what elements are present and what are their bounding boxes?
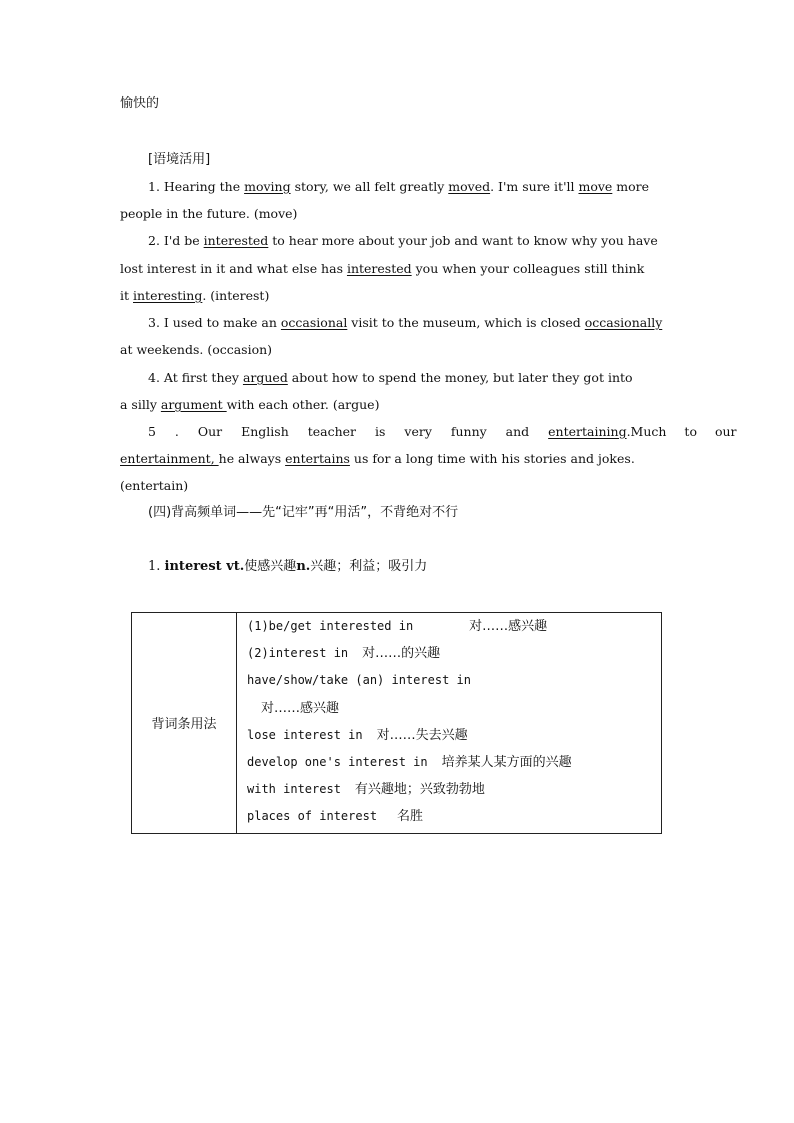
- usage-row: (1)be/get interested in 对……感兴趣: [247, 619, 548, 634]
- exercise-1-line-2: people in the future. (move): [120, 206, 298, 221]
- answer-moved: moved: [448, 179, 491, 194]
- answer-interested-2: interested: [346, 261, 412, 276]
- usage-row: (2)interest in 对……的兴趣: [247, 646, 441, 662]
- answer-argument: argument: [160, 397, 227, 412]
- answer-entertaining: entertaining: [548, 424, 627, 439]
- part-4-heading: (四)背高频单词——先“记牢”再“用活”，不背绝对不行: [148, 505, 459, 520]
- usage-row: lose interest in 对……失去兴趣: [247, 727, 468, 743]
- answer-occasionally: occasionally: [584, 315, 663, 330]
- answer-entertains: entertains: [285, 451, 350, 466]
- top-fragment: 愉快的: [120, 96, 160, 111]
- exercise-5-line-2: entertainment, he always entertains us for a long time with his stories and jokes.: [120, 451, 635, 466]
- exercise-3-line-2: at weekends. (occasion): [120, 342, 273, 357]
- exercise-4-line-2: a silly argument with each other. (argue): [120, 397, 380, 412]
- exercise-4-line-1: 4. At first they argued about how to spend the money, but later they got into: [148, 370, 633, 385]
- exercise-3-line-1: 3. I used to make an occasional visit to the museum, which is closed occasionally: [148, 315, 663, 330]
- exercise-2-line-3: it interesting. (interest): [120, 288, 270, 303]
- usage-row: places of interest 名胜: [247, 809, 424, 825]
- usage-row: 对……感兴趣: [261, 700, 340, 716]
- answer-interested-1: interested: [203, 233, 269, 248]
- usage-label-cell: 背词条用法: [132, 613, 237, 834]
- exercise-5-line-3: (entertain): [120, 478, 189, 493]
- usage-row: have/show/take (an) interest in: [247, 673, 471, 688]
- exercise-2-line-2: lost interest in it and what else has interested you when your colleagues still think: [120, 261, 645, 276]
- usage-row: with interest 有兴趣地；兴致勃勃地: [247, 782, 485, 798]
- usage-table: [131, 612, 662, 834]
- section-heading: [语境活用]: [148, 152, 211, 167]
- answer-moving: moving: [244, 179, 291, 194]
- answer-move: move: [578, 179, 613, 194]
- word-heading: 1. interest vt.使感兴趣n.兴趣；利益；吸引力: [148, 559, 428, 574]
- answer-entertainment: entertainment,: [120, 451, 219, 466]
- headword: interest: [164, 559, 222, 574]
- usage-row: develop one's interest in 培养某人某方面的兴趣: [247, 754, 572, 770]
- exercise-2-line-1: 2. I'd be interested to hear more about your job and want to know why you have: [148, 233, 658, 248]
- answer-argued: argued: [242, 370, 288, 385]
- exercise-5-line-1: 5 . Our English teacher is very funny and entertaining.Much to our: [148, 424, 737, 439]
- usage-content-cell: [237, 613, 662, 834]
- exercise-1-line-1: 1. Hearing the moving story, we all felt greatly moved. I'm sure it'll move more: [148, 179, 650, 194]
- answer-interesting: interesting: [133, 288, 203, 303]
- answer-occasional: occasional: [280, 315, 348, 330]
